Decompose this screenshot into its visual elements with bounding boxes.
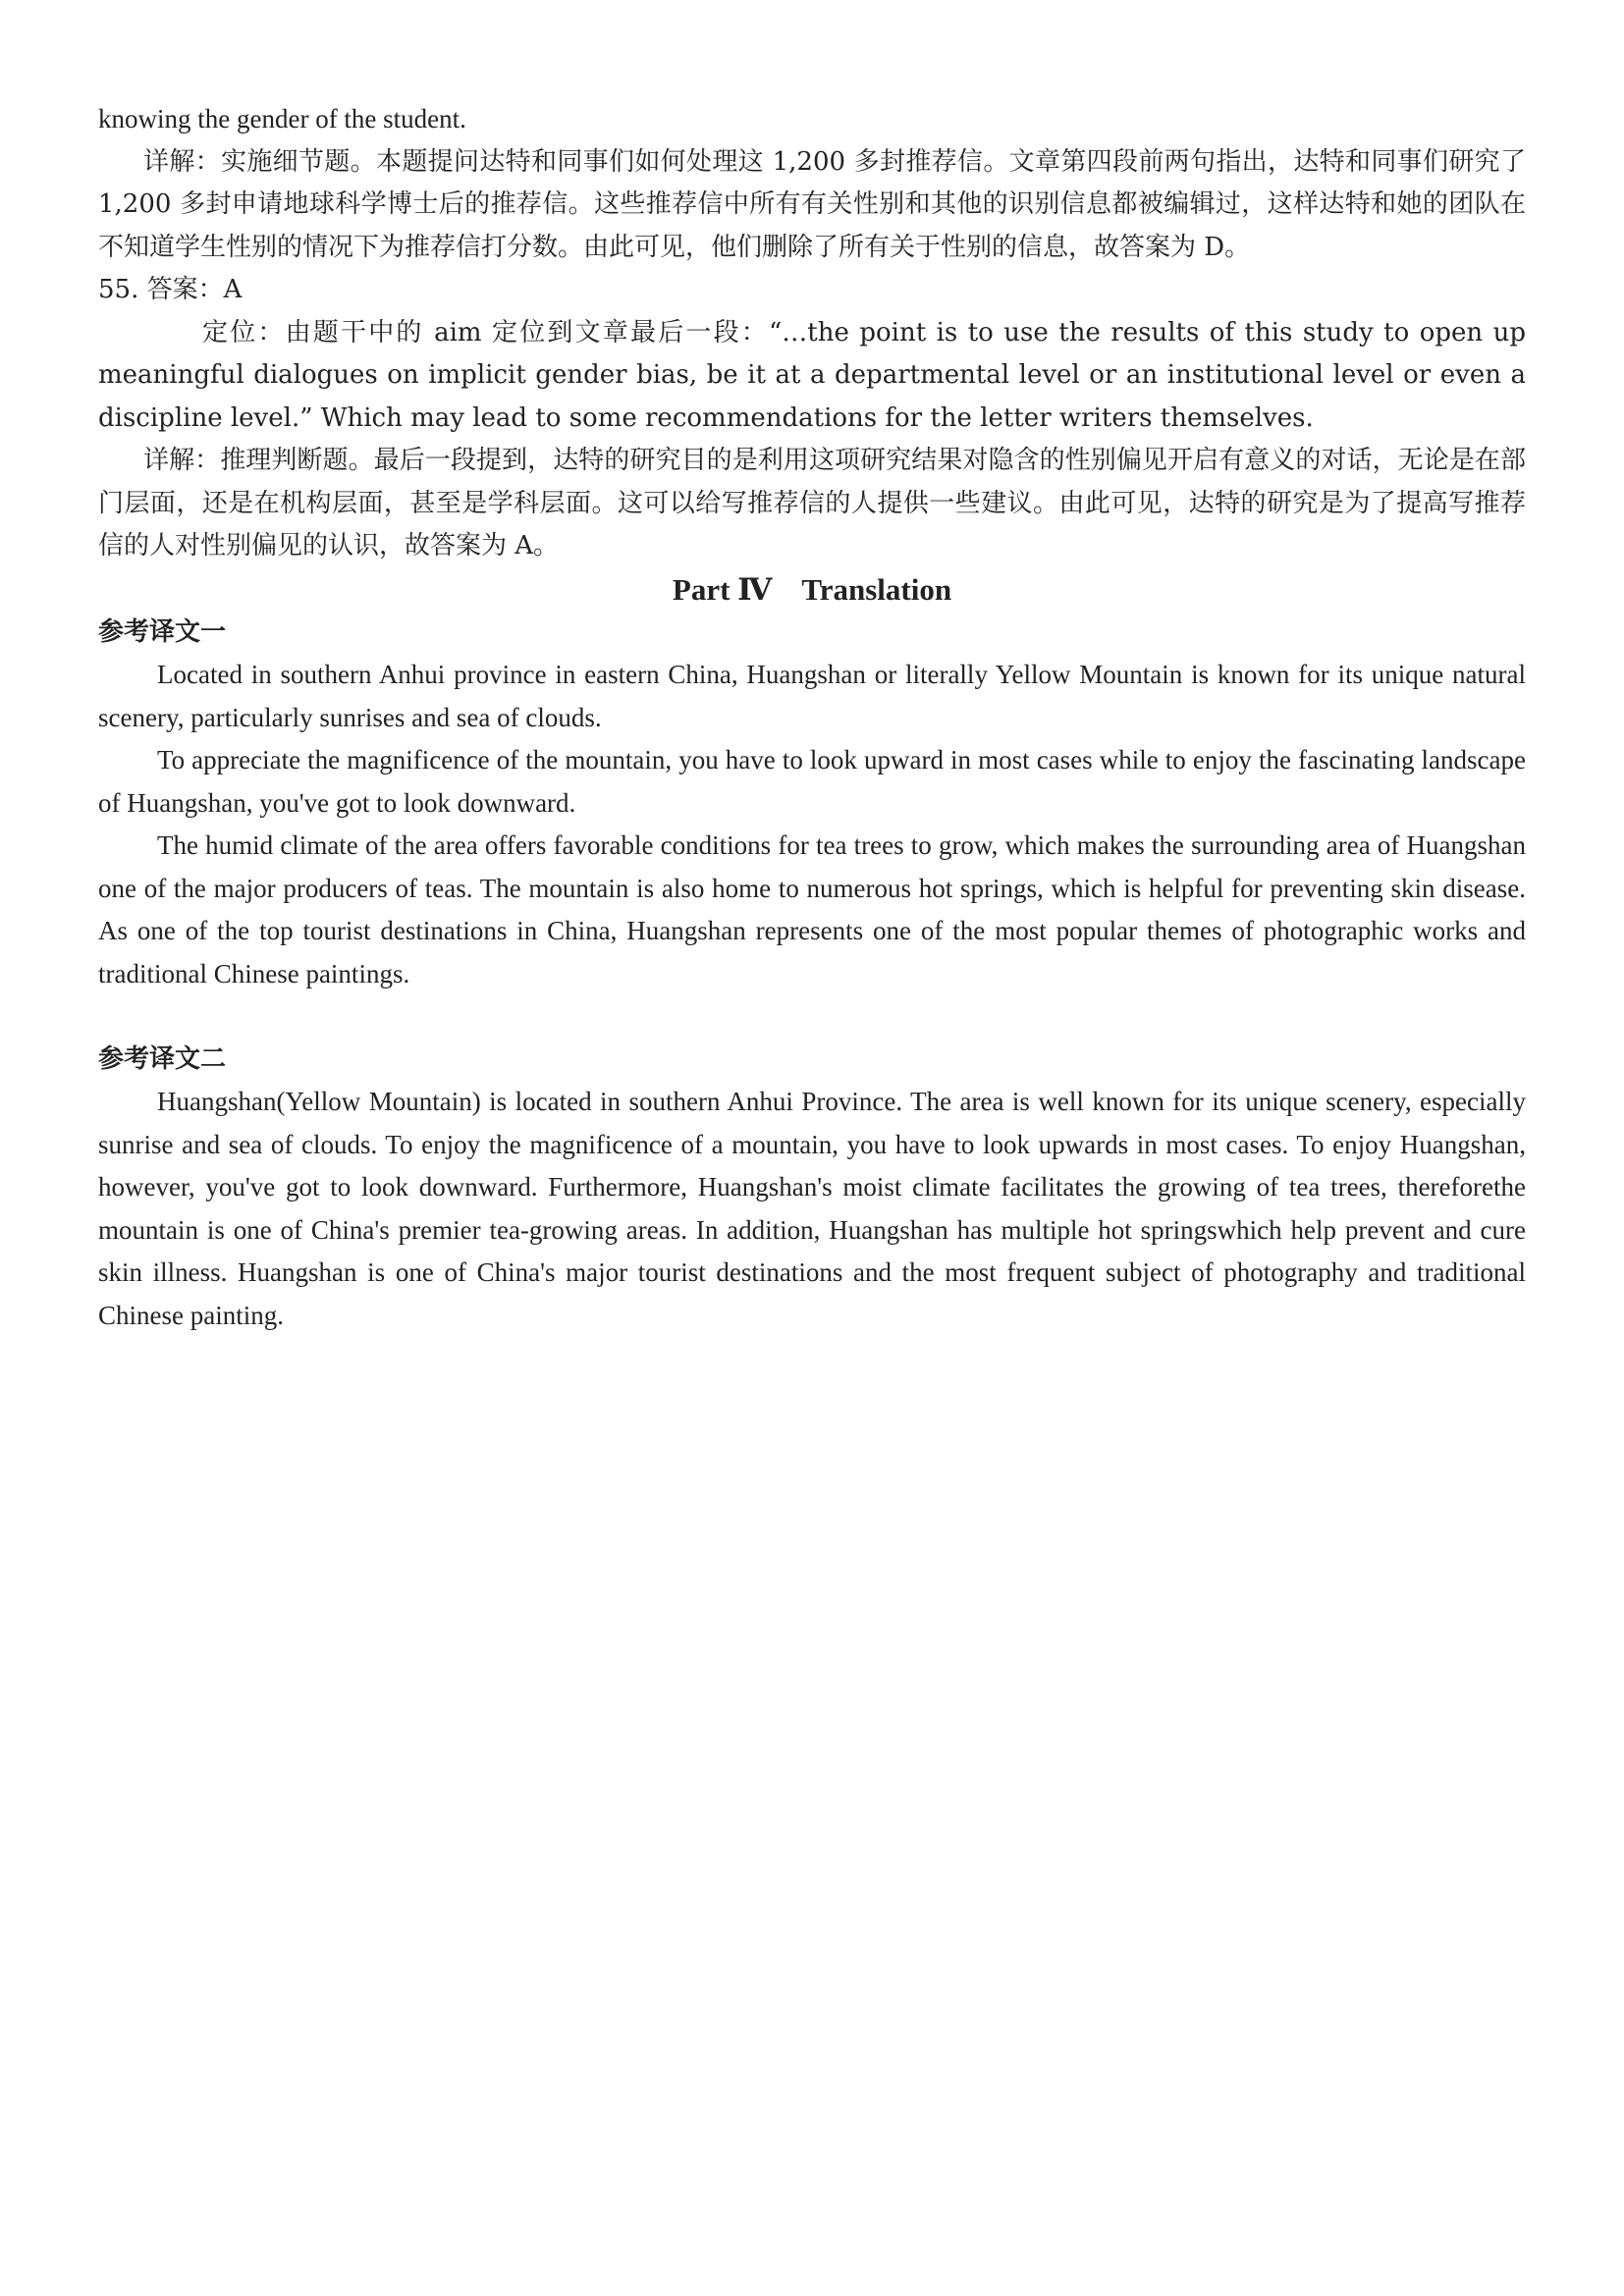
- q55-answer: 55. 答案：A: [98, 275, 243, 304]
- part-4-name: Translation: [801, 571, 952, 607]
- reference-translation-2-heading: 参考译文二: [98, 1043, 227, 1074]
- part-4-label: Part Ⅳ: [672, 571, 773, 607]
- reference-1-paragraph: The humid climate of the area offers favorable conditions for tea trees to grow, which makes the surrounding area of Huangshan one of the major producers of teas. The mountain is also home to numerous hot springs, which is helpful for preventing skin disease. As one of the top tourist destinations in China, Huangshan represents one of the most popular themes of photographic works and traditional Chinese paintings.: [98, 830, 1526, 988]
- reference-1-paragraph: Located in southern Anhui province in eastern China, Huangshan or literally Yellow Mountain is known for its unique natural scenery, particularly sunrises and sea of clouds.: [98, 660, 1526, 732]
- paragraph-spacer: [98, 995, 1526, 1039]
- q54-answer-tail: knowing the gender of the student.: [98, 104, 466, 133]
- q54-detail: 详解：实施细节题。本题提问达特和同事们如何处理这 1,200 多封推荐信。文章第四段前两句指出，达特和同事们研究了 1,200 多封申请地球科学博士后的推荐信。这些推荐信中所有有关性别和其他的识别信息都被编辑过，这样达特和她的团队在不知道学生性别的情况下为推荐信打分数。由此可见，他们删除了所有关于性别的信息，故答案为 D。: [98, 146, 1526, 262]
- reference-2-paragraph: Huangshan(Yellow Mountain) is located in southern Anhui Province. The area is well known for its unique scenery, especially sunrise and sea of clouds. To enjoy the magnificence of a mountain, you have to look upwards in most cases. To enjoy Huangshan, however, you've got to look downward. Furthermore, Huangshan's moist climate facilitates the growing of tea trees, thereforethe mountain is one of China's premier tea-growing areas. In addition, Huangshan has multiple hot springswhich help prevent and cure skin illness. Huangshan is one of China's major tourist destinations and the most frequent subject of photography and traditional Chinese painting.: [98, 1087, 1526, 1330]
- reference-1-paragraph: To appreciate the magnificence of the mountain, you have to look upward in most cases while to enjoy the fascinating landscape of Huangshan, you've got to look downward.: [98, 745, 1526, 818]
- part-4-heading: [98, 568, 1526, 612]
- q55-locate: 定位：由题干中的 aim 定位到文章最后一段：“…the point is to use the results of this study to open up meaningful dialogues on implicit gender bias, be it at a departmental level or an institutional level or even a discipline level.” Which may lead to some recommendations for the letter writers themselves.: [98, 317, 1526, 433]
- q55-detail: 详解：推理判断题。最后一段提到，达特的研究目的是利用这项研究结果对隐含的性别偏见开启有意义的对话，无论是在部门层面，还是在机构层面，甚至是学科层面。这可以给写推荐信的人提供一些建议。由此可见，达特的研究是为了提高写推荐信的人对性别偏见的认识，故答案为 A。: [98, 446, 1526, 561]
- reference-translation-1-heading: 参考译文一: [98, 616, 227, 647]
